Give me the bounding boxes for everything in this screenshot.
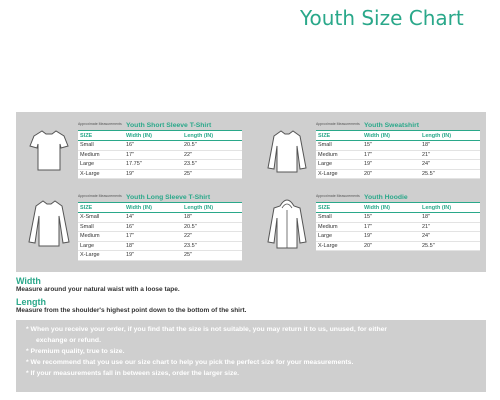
table-row bbox=[316, 232, 480, 242]
card-title: Youth Sweatshirt bbox=[364, 122, 420, 129]
table-row bbox=[78, 251, 242, 261]
table-header bbox=[78, 130, 242, 141]
sweatshirt-icon bbox=[262, 122, 312, 182]
measure-note: Approximate Measurements bbox=[78, 194, 122, 198]
cell-size: Medium bbox=[80, 151, 100, 158]
cell-length: 25.5" bbox=[422, 242, 435, 249]
table-row bbox=[316, 223, 480, 233]
measure-note: Approximate Measurements bbox=[316, 122, 360, 126]
card-title: Youth Short Sleeve T-Shirt bbox=[126, 122, 212, 129]
cell-size: X-Large bbox=[318, 242, 338, 249]
cell-size: X-Large bbox=[318, 170, 338, 177]
table-row bbox=[316, 141, 480, 151]
cell-length: 20.5" bbox=[184, 223, 197, 230]
col-length: Length (IN) bbox=[422, 132, 452, 139]
cell-size: Small bbox=[80, 223, 94, 230]
col-length: Length (IN) bbox=[184, 132, 214, 139]
length-heading: Length bbox=[16, 297, 46, 307]
card-title: Youth Hoodie bbox=[364, 194, 408, 201]
measure-note: Approximate Measurements bbox=[78, 122, 122, 126]
col-width: Width (IN) bbox=[126, 132, 152, 139]
cell-length: 23.5" bbox=[184, 242, 197, 249]
cell-size: Large bbox=[318, 233, 333, 240]
cell-length: 25" bbox=[184, 252, 193, 259]
cell-size: Large bbox=[80, 161, 95, 168]
length-definition bbox=[16, 297, 247, 314]
cell-width: 20" bbox=[364, 242, 373, 249]
cell-size: X-Small bbox=[80, 214, 100, 221]
size-card-hoodie bbox=[254, 194, 480, 264]
size-card-short-sleeve bbox=[16, 122, 242, 182]
cell-size: Medium bbox=[80, 233, 100, 240]
page-title: Youth Size Chart bbox=[300, 6, 464, 30]
col-width: Width (IN) bbox=[364, 132, 390, 139]
table-row bbox=[316, 213, 480, 223]
cell-width: 15" bbox=[364, 142, 373, 149]
table-row bbox=[78, 223, 242, 233]
width-definition bbox=[16, 276, 180, 293]
cell-width: 17.75" bbox=[126, 161, 142, 168]
cell-width: 14" bbox=[126, 214, 135, 221]
cell-width: 20" bbox=[364, 170, 373, 177]
col-size: SIZE bbox=[318, 132, 331, 139]
cell-width: 15" bbox=[364, 214, 373, 221]
length-text: Measure from the shoulder's highest point down to the bottom of the shirt. bbox=[16, 307, 247, 314]
table-row bbox=[78, 232, 242, 242]
cell-length: 22" bbox=[184, 151, 193, 158]
note-line: * If your measurements fall in between sizes, order the larger size. bbox=[26, 370, 240, 377]
cell-length: 20.5" bbox=[184, 142, 197, 149]
cell-width: 16" bbox=[126, 142, 135, 149]
cell-size: Large bbox=[318, 161, 333, 168]
col-size: SIZE bbox=[318, 204, 331, 211]
cell-width: 17" bbox=[126, 151, 135, 158]
table-row bbox=[316, 151, 480, 161]
cell-width: 19" bbox=[126, 170, 135, 177]
cell-width: 19" bbox=[364, 233, 373, 240]
cell-size: Medium bbox=[318, 223, 338, 230]
cell-length: 21" bbox=[422, 223, 431, 230]
cell-width: 17" bbox=[126, 233, 135, 240]
cell-width: 16" bbox=[126, 223, 135, 230]
cell-length: 24" bbox=[422, 161, 431, 168]
col-size: SIZE bbox=[80, 204, 93, 211]
cell-length: 25.5" bbox=[422, 170, 435, 177]
col-size: SIZE bbox=[80, 132, 93, 139]
size-card-sweatshirt bbox=[254, 122, 480, 182]
note-line: * Premium quality, true to size. bbox=[26, 348, 125, 355]
width-text: Measure around your natural waist with a loose tape. bbox=[16, 286, 180, 293]
cell-size: Small bbox=[80, 142, 94, 149]
note-line: exchange or refund. bbox=[36, 337, 101, 344]
note-line: * When you receive your order, if you find that the size is not suitable, you may return it to us, unused, for either bbox=[26, 326, 388, 333]
cell-length: 18" bbox=[422, 214, 431, 221]
table-header bbox=[78, 202, 242, 213]
col-length: Length (IN) bbox=[184, 204, 214, 211]
cell-width: 18" bbox=[126, 242, 135, 249]
card-title: Youth Long Sleeve T-Shirt bbox=[126, 194, 211, 201]
table-header bbox=[316, 130, 480, 141]
size-card-long-sleeve bbox=[16, 194, 242, 264]
cell-size: X-Large bbox=[80, 252, 100, 259]
cell-length: 21" bbox=[422, 151, 431, 158]
table-header bbox=[316, 202, 480, 213]
cell-width: 19" bbox=[126, 252, 135, 259]
cell-length: 18" bbox=[422, 142, 431, 149]
cell-length: 23.5" bbox=[184, 161, 197, 168]
cell-length: 25" bbox=[184, 170, 193, 177]
cell-length: 18" bbox=[184, 214, 193, 221]
table-row bbox=[316, 242, 480, 252]
cell-width: 17" bbox=[364, 223, 373, 230]
cell-length: 24" bbox=[422, 233, 431, 240]
table-row bbox=[78, 242, 242, 252]
width-heading: Width bbox=[16, 276, 41, 286]
cell-size: Small bbox=[318, 214, 332, 221]
table-row bbox=[78, 141, 242, 151]
table-row bbox=[78, 213, 242, 223]
cell-size: Medium bbox=[318, 151, 338, 158]
table-row bbox=[316, 160, 480, 170]
tshirt-icon bbox=[24, 122, 74, 182]
cell-width: 17" bbox=[364, 151, 373, 158]
long-sleeve-icon bbox=[24, 194, 74, 254]
table-row bbox=[78, 160, 242, 170]
table-row bbox=[316, 170, 480, 180]
measure-note: Approximate Measurements bbox=[316, 194, 360, 198]
col-length: Length (IN) bbox=[422, 204, 452, 211]
cell-size: Small bbox=[318, 142, 332, 149]
table-row bbox=[78, 170, 242, 180]
col-width: Width (IN) bbox=[364, 204, 390, 211]
note-line: * We recommend that you use our size chart to help you pick the perfect size for your measurements. bbox=[26, 359, 354, 366]
hoodie-icon bbox=[262, 194, 312, 254]
cell-length: 22" bbox=[184, 233, 193, 240]
cell-size: X-Large bbox=[80, 170, 100, 177]
col-width: Width (IN) bbox=[126, 204, 152, 211]
cell-size: Large bbox=[80, 242, 95, 249]
notes-box bbox=[16, 320, 486, 392]
table-row bbox=[78, 151, 242, 161]
cell-width: 19" bbox=[364, 161, 373, 168]
